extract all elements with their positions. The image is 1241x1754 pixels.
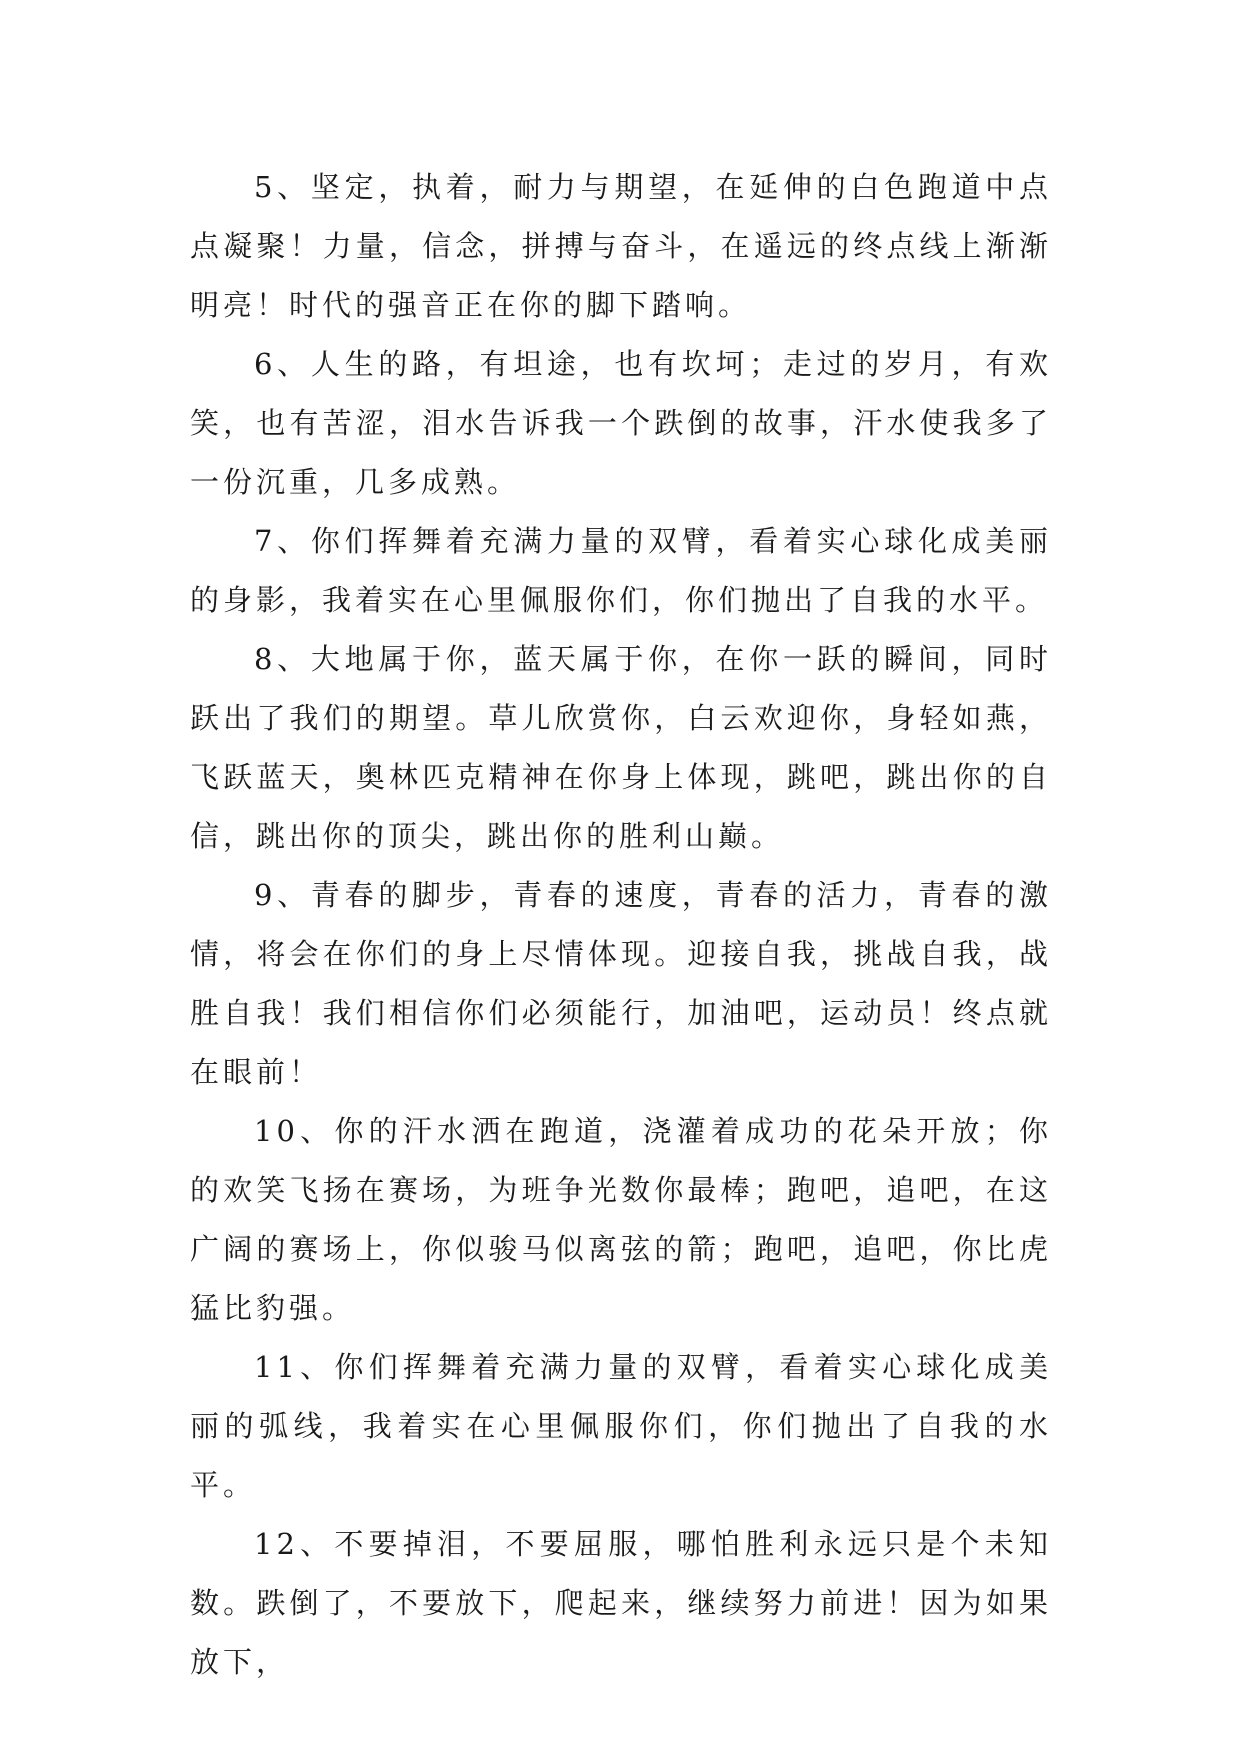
paragraph-7: 7、你们挥舞着充满力量的双臂，看着实心球化成美丽的身影，我着实在心里佩服你们，你们抛出了自我的水平。 bbox=[190, 524, 1052, 617]
paragraph-10: 10、你的汗水洒在跑道，浇灌着成功的花朵开放；你的欢笑飞扬在赛场，为班争光数你最棒；跑吧，追吧，在这广阔的赛场上，你似骏马似离弦的箭；跑吧，追吧，你比虎猛比豹强。 bbox=[190, 1114, 1052, 1325]
paragraph-12: 12、不要掉泪，不要屈服，哪怕胜利永远只是个未知数。跌倒了，不要放下，爬起来，继续努力前进！因为如果放下， bbox=[190, 1527, 1052, 1679]
document-body bbox=[190, 158, 1052, 1692]
paragraph-11: 11、你们挥舞着充满力量的双臂，看着实心球化成美丽的弧线，我着实在心里佩服你们，你们抛出了自我的水平。 bbox=[190, 1350, 1052, 1502]
paragraph-5: 5、坚定，执着，耐力与期望，在延伸的白色跑道中点点凝聚！力量，信念，拼搏与奋斗，在遥远的终点线上渐渐明亮！时代的强音正在你的脚下踏响。 bbox=[190, 170, 1052, 322]
paragraph-9: 9、青春的脚步，青春的速度，青春的活力，青春的激情，将会在你们的身上尽情体现。迎接自我，挑战自我，战胜自我！我们相信你们必须能行，加油吧，运动员！终点就在眼前！ bbox=[190, 878, 1052, 1089]
paragraph-6: 6、人生的路，有坦途，也有坎坷；走过的岁月，有欢笑，也有苦涩，泪水告诉我一个跌倒的故事，汗水使我多了一份沉重，几多成熟。 bbox=[190, 347, 1052, 499]
paragraph-8: 8、大地属于你，蓝天属于你，在你一跃的瞬间，同时跃出了我们的期望。草儿欣赏你，白云欢迎你，身轻如燕，飞跃蓝天，奥林匹克精神在你身上体现，跳吧，跳出你的自信，跳出你的顶尖，跳出你的胜利山巅。 bbox=[190, 642, 1052, 853]
